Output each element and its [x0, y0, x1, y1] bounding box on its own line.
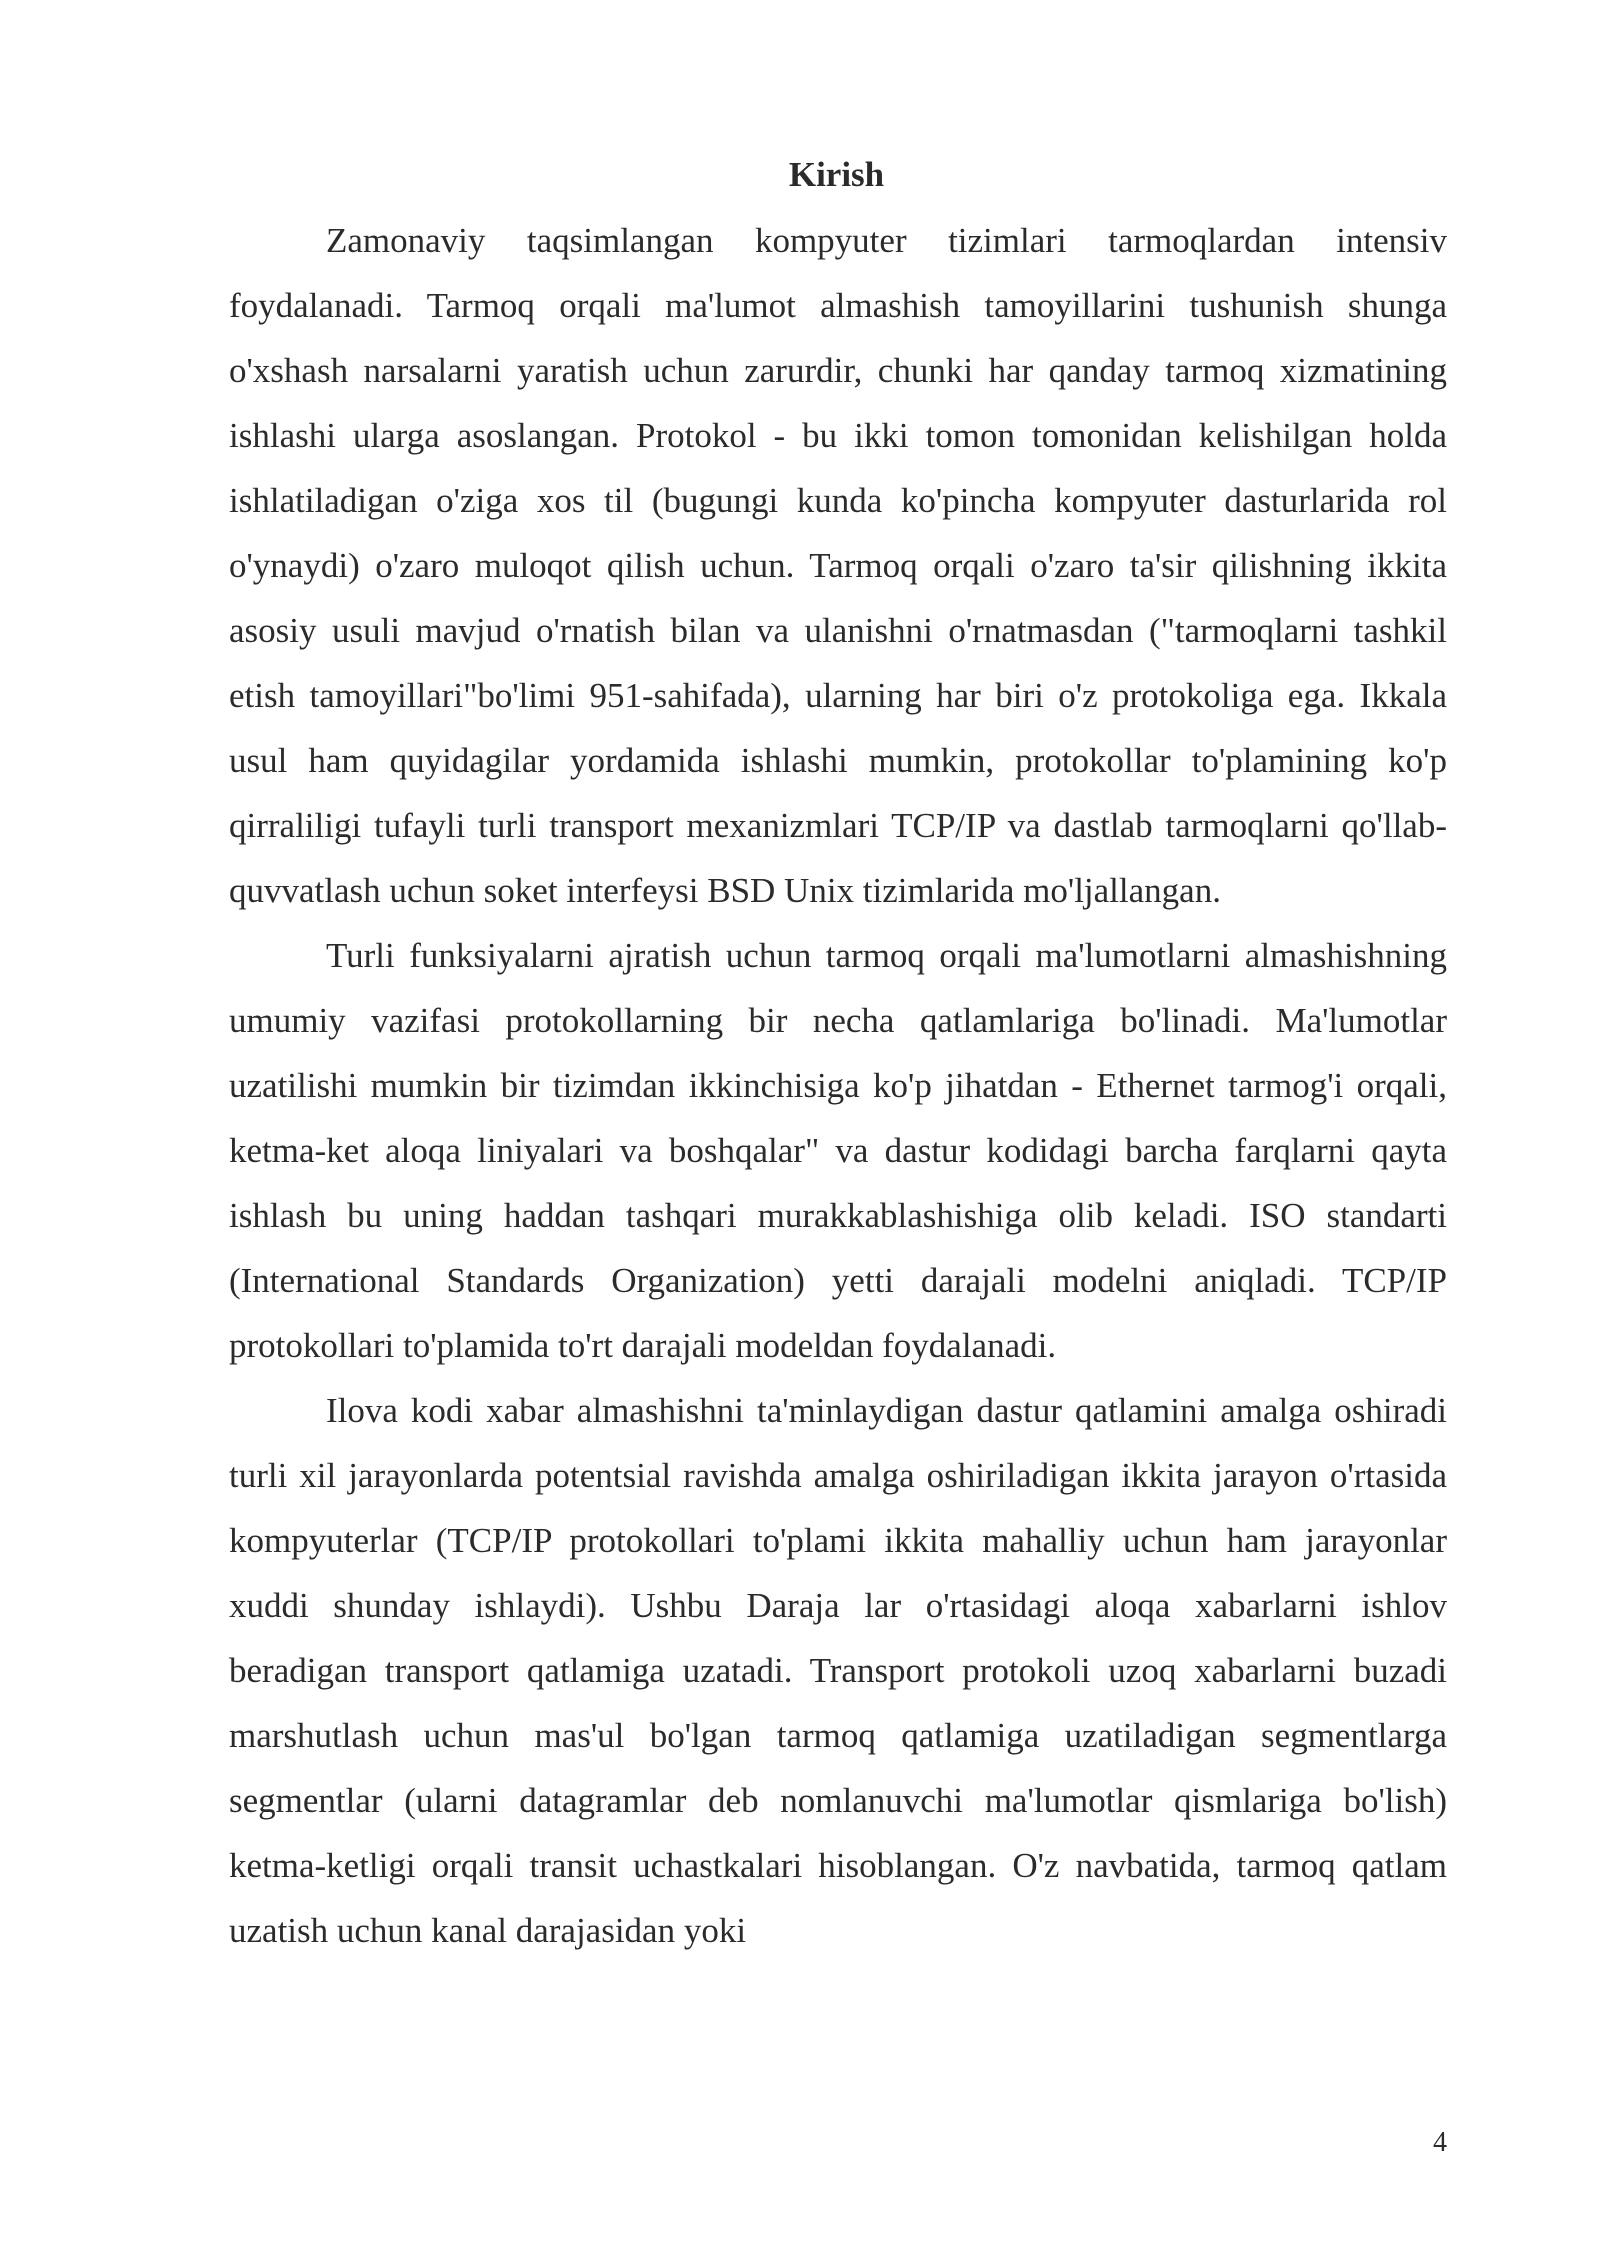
paragraph-2: Turli funksiyalarni ajratish uchun tarmoq orqali ma'lumotlarni almashishning umumiy vazifasi protokollarning bir necha qatlamlariga bo'linadi. Ma'lumotlar uzatilishi mumkin bir tizimdan ikkinchisiga ko'p jihatdan - Ethernet tarmog'i orqali, ketma-ket aloqa liniyalari va boshqalar" va dastur kodidagi barcha farqlarni qayta ishlash bu uning haddan tashqari murakkablashishiga olib keladi. ISO standarti (International Standards Organization) yetti darajali modelni aniqladi. TCP/IP protokollari to'plamida to'rt darajali modeldan foydalanadi.: [229, 936, 1447, 1365]
paragraph-1: Zamonaviy taqsimlangan kompyuter tizimlari tarmoqlardan intensiv foydalanadi. Tarmoq orqali ma'lumot almashish tamoyillarini tushunish shunga o'xshash narsalarni yaratish uchun zarurdir, chunki har qanday tarmoq xizmatining ishlashi ularga asoslangan. Protokol - bu ikki tomon tomonidan kelishilgan holda ishlatiladigan o'ziga xos til (bugungi kunda ko'pincha kompyuter dasturlarida rol o'ynaydi) o'zaro muloqot qilish uchun. Tarmoq orqali o'zaro ta'sir qilishning ikkita asosiy usuli mavjud o'rnatish bilan va ulanishni o'rnatmasdan ("tarmoqlarni tashkil etish tamoyillari"bo'limi 951-sahifada), ularning har biri o'z protokoliga ega. Ikkala usul ham quyidagilar yordamida ishlashi mumkin, protokollar to'plamining ko'p qirraliligi tufayli turli transport mexanizmlari TCP/IP va dastlab tarmoqlarni qo'llab-quvvatlash uchun soket interfeysi BSD Unix tizimlarida mo'ljallangan.: [229, 221, 1447, 910]
page-number: 4: [1433, 2127, 1447, 2158]
paragraph-3: Ilova kodi xabar almashishni ta'minlaydigan dastur qatlamini amalga oshiradi turli xil jarayonlarda potentsial ravishda amalga oshiriladigan ikkita jarayon o'rtasida kompyuterlar (TCP/IP protokollari to'plami ikkita mahalliy uchun ham jarayonlar xuddi shunday ishlaydi). Ushbu Daraja lar o'rtasidagi aloqa xabarlarni ishlov beradigan transport qatlamiga uzatadi. Transport protokoli uzoq xabarlarni buzadi marshutlash uchun mas'ul bo'lgan tarmoq qatlamiga uzatiladigan segmentlarga segmentlar (ularni datagramlar deb nomlanuvchi ma'lumotlar qismlariga bo'lish) ketma-ketligi orqali transit uchastkalari hisoblangan. O'z navbatida, tarmoq qatlam uzatish uchun kanal darajasidan yoki: [229, 1391, 1447, 1950]
section-heading: Kirish: [788, 155, 885, 194]
body-text: [229, 208, 1447, 1963]
